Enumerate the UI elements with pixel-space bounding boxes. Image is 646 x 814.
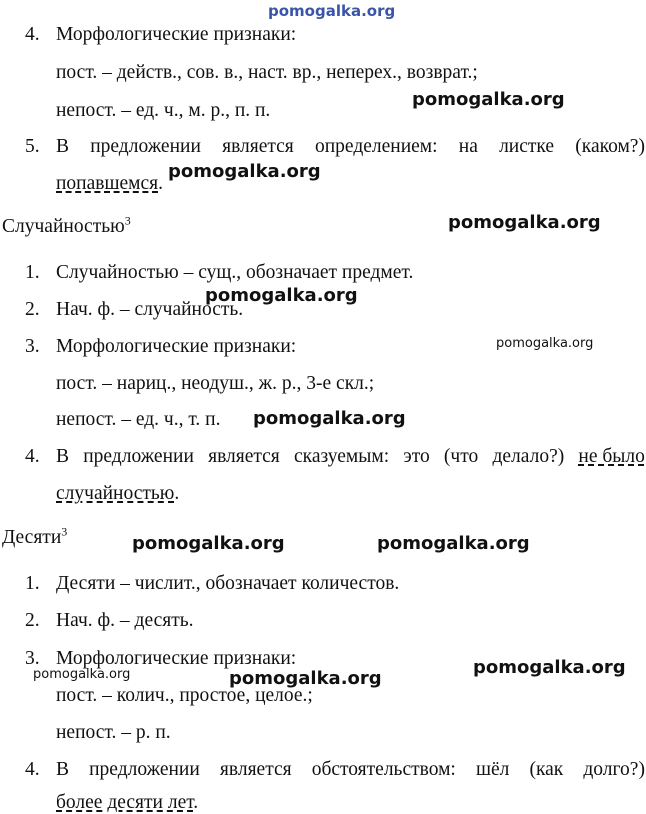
item-variable-features: непост. – р. п. [56, 722, 171, 743]
watermark: pomogalka.org [33, 667, 131, 682]
item-permanent-features: пост. – действ., сов. в., наст. вр., неперех., возврат.; [56, 62, 478, 83]
watermark: pomogalka.org [496, 336, 594, 351]
punctuation: . [158, 173, 163, 194]
item-number: 5. [25, 136, 40, 157]
word: В [56, 759, 70, 780]
word: листке [499, 136, 555, 157]
word: (что [443, 446, 479, 467]
underlined-phrase: попавшемся [56, 173, 159, 194]
item-number: 2. [25, 299, 40, 320]
word: предложении [90, 136, 201, 157]
punctuation: . [193, 792, 199, 813]
item-text: Десяти – числит., обозначает количестов. [56, 573, 400, 594]
item-continuation [56, 173, 163, 195]
item-variable-features: непост. – ед. ч., м. р., п. п. [56, 100, 271, 121]
item-number: 4. [25, 759, 40, 780]
watermark: pomogalka.org [253, 408, 406, 429]
word: В [56, 136, 70, 157]
item-number: 1. [25, 573, 40, 594]
watermark: pomogalka.org [168, 161, 321, 182]
underlined-phrase: случайностью [56, 483, 175, 504]
underlined-phrase: более десяти лет [56, 792, 194, 813]
item-justified-line [56, 136, 645, 158]
underlined-phrase: не было [578, 446, 645, 467]
watermark: pomogalka.org [377, 533, 530, 554]
section-heading [2, 213, 131, 238]
word: это [403, 446, 430, 467]
item-number: 3. [25, 648, 40, 669]
item-number: 1. [25, 262, 40, 283]
watermark: pomogalka.org [448, 212, 601, 233]
item-text: Нач. ф. – случайность. [56, 299, 244, 320]
item-justified-line [56, 759, 645, 781]
word: является [222, 136, 294, 157]
word: (каком?) [575, 136, 645, 157]
watermark: pomogalka.org [229, 668, 382, 689]
item-number: 4. [25, 446, 40, 467]
item-number: 4. [25, 24, 40, 45]
item-continuation [56, 792, 198, 814]
watermark: pomogalka.org [412, 89, 565, 110]
punctuation: . [174, 483, 180, 504]
word: шёл [475, 759, 510, 780]
item-text: Морфологические признаки: [56, 24, 297, 45]
item-continuation [56, 483, 179, 505]
word: долго?) [583, 759, 645, 780]
watermark: pomogalka.org [205, 285, 358, 306]
watermark: pomogalka.org [132, 533, 285, 554]
word: определением: [314, 136, 438, 157]
word: (как [529, 759, 564, 780]
watermark: pomogalka.org [473, 657, 626, 678]
heading-superscript: 3 [124, 213, 131, 228]
item-text: Морфологические признаки: [56, 336, 297, 357]
item-text: Случайностью – сущ., обозначает предмет. [56, 262, 414, 283]
item-justified-line [56, 446, 645, 468]
item-text: Нач. ф. – десять. [56, 610, 194, 631]
heading-text: Случайностью [2, 216, 125, 237]
item-text: Морфологические признаки: [56, 648, 297, 669]
word: предложении [83, 446, 194, 467]
word: сказуемым: [293, 446, 390, 467]
word: В [56, 446, 70, 467]
item-variable-features: непост. – ед. ч., т. п. [56, 409, 221, 430]
top-watermark: pomogalka.org [268, 2, 396, 20]
item-number: 2. [25, 610, 40, 631]
word: на [458, 136, 478, 157]
item-permanent-features: пост. – нариц., неодуш., ж. р., 3-е скл.; [56, 373, 375, 394]
heading-text: Десяти [2, 527, 62, 548]
section-heading [2, 524, 68, 549]
word: делало?) [492, 446, 565, 467]
word: является [219, 759, 292, 780]
heading-superscript: 3 [61, 524, 68, 539]
word: является [208, 446, 280, 467]
item-permanent-features: пост. – колич., простое, целое.; [56, 685, 313, 706]
word: обстоятельством: [311, 759, 456, 780]
item-number: 3. [25, 336, 40, 357]
word: предложении [89, 759, 200, 780]
